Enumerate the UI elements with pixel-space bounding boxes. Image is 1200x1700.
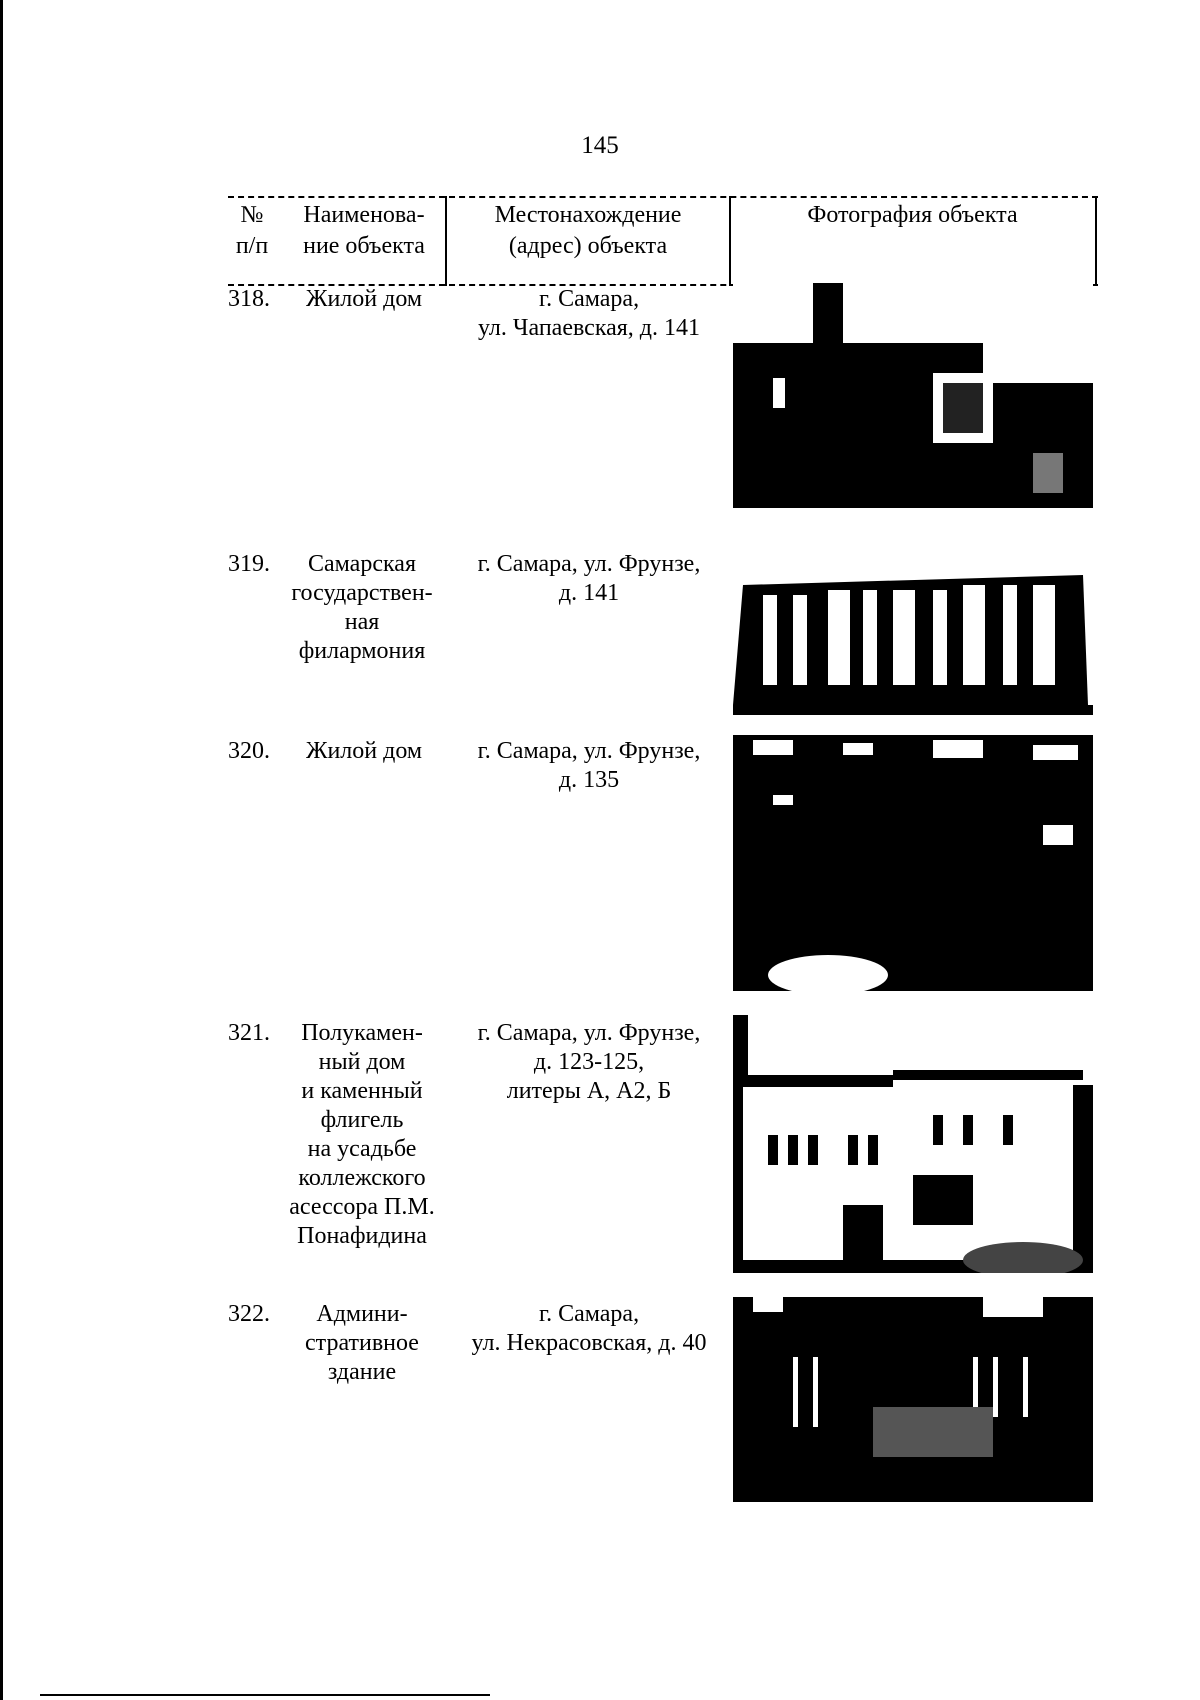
page-number: 145	[581, 132, 619, 159]
object-name-line: Самарская	[308, 551, 416, 577]
object-address	[452, 1019, 726, 1106]
header-col-name	[286, 200, 442, 262]
object-address-line: ул. Некрасовская, д. 40	[471, 1330, 707, 1356]
header-col-num	[222, 200, 282, 262]
object-name-line: Полукамен-	[301, 1020, 423, 1046]
page-edge-bottom	[40, 1694, 490, 1696]
object-address-line: г. Самара,	[538, 1301, 640, 1327]
object-name-line: коллежского	[298, 1165, 426, 1191]
header-col-photo-label: Фотография объекта	[807, 202, 1018, 228]
object-address-line: г. Самара,	[538, 286, 640, 312]
object-address	[452, 1300, 726, 1358]
object-address-line: г. Самара, ул. Фрунзе,	[477, 551, 701, 577]
object-name-line: государствен-	[291, 580, 433, 606]
object-name-line: на усадьбе	[307, 1136, 417, 1162]
object-name-line: Админи-	[316, 1301, 408, 1327]
row-number: 319.	[228, 551, 270, 577]
row-number: 321.	[228, 1020, 270, 1046]
header-col-num-line2: п/п	[235, 233, 269, 259]
object-name-line: здание	[327, 1359, 397, 1385]
header-col-address-line2: (адрес) объекта	[508, 233, 668, 259]
page-edge-left	[0, 0, 3, 1700]
row-number: 320.	[228, 738, 270, 764]
object-name	[282, 1300, 442, 1387]
object-address	[452, 550, 726, 608]
header-divider-name-address	[445, 196, 447, 286]
building-photo-319	[733, 555, 1093, 715]
object-name-line: стративное	[305, 1330, 419, 1356]
object-name-line: флигель	[320, 1107, 404, 1133]
object-address-line: г. Самара, ул. Фрунзе,	[477, 738, 701, 764]
header-col-address	[450, 200, 726, 262]
object-name-line: Понафидина	[297, 1223, 427, 1249]
object-address	[452, 285, 726, 343]
header-divider-right	[1095, 196, 1097, 286]
object-name	[290, 285, 438, 314]
building-photo-318	[733, 283, 1093, 520]
object-address-line: литеры А, А2, Б	[506, 1078, 672, 1104]
object-name-line: ный дом	[318, 1049, 406, 1075]
header-col-num-line1: №	[240, 202, 264, 228]
header-col-name-line2: ние объекта	[303, 233, 425, 259]
row-number: 318.	[228, 286, 270, 312]
object-name	[282, 1019, 442, 1251]
object-name-line: Жилой дом	[305, 286, 423, 312]
header-top-rule	[228, 196, 1098, 198]
object-name	[290, 737, 438, 766]
object-name-line: филармония	[298, 638, 426, 664]
building-photo-322	[733, 1297, 1093, 1512]
object-address	[452, 737, 726, 795]
building-photo-321	[733, 1015, 1093, 1273]
object-address-line: д. 141	[558, 580, 620, 606]
object-address-line: д. 123-125,	[533, 1049, 645, 1075]
building-photo-320	[733, 735, 1093, 991]
header-col-photo	[735, 200, 1090, 231]
object-name-line: Жилой дом	[305, 738, 423, 764]
object-address-line: г. Самара, ул. Фрунзе,	[477, 1020, 701, 1046]
object-name-line: асессора П.М.	[289, 1194, 435, 1220]
object-address-line: д. 135	[558, 767, 620, 793]
object-name-line: и каменный	[301, 1078, 423, 1104]
object-name-line: ная	[344, 609, 380, 635]
header-col-name-line1: Наименова-	[303, 202, 425, 228]
row-number: 322.	[228, 1301, 270, 1327]
header-divider-address-photo	[729, 196, 731, 286]
object-name	[282, 550, 442, 666]
object-address-line: ул. Чапаевская, д. 141	[477, 315, 701, 341]
header-col-address-line1: Местонахождение	[494, 202, 682, 228]
